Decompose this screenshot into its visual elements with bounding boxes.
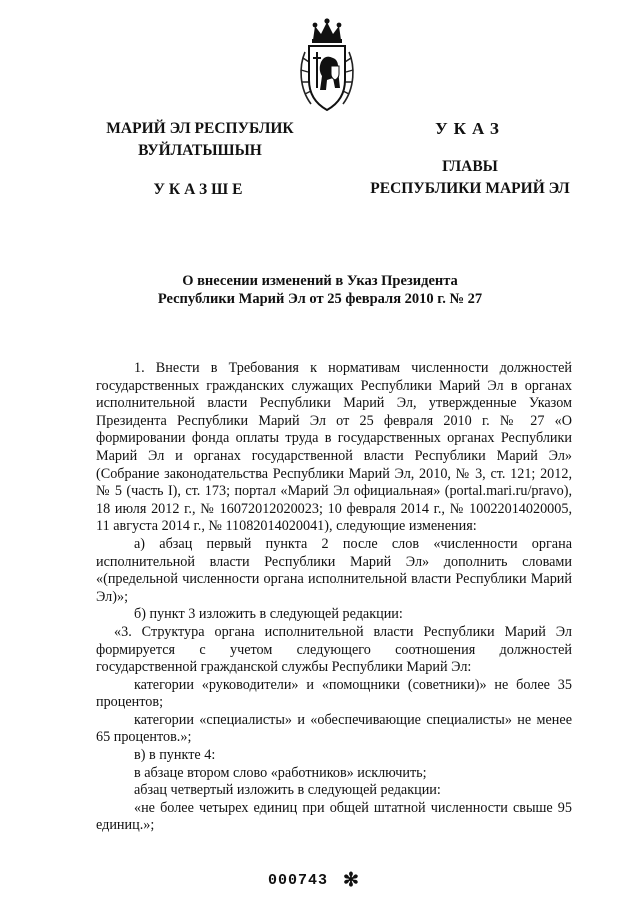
paragraph-8: в абзаце втором слово «работников» исключить;	[134, 764, 427, 781]
paragraph-1: 1. Внести в Требования к нормативам численности должностей государственных гражданских служащих Республики Марий Эл в органах исполнительной власти Республики Марий Эл, утвержденные Указом Президента Республики Марий Эл от 25 февраля 2010 г. № 27 «О формировании фонда оплаты труда в государственных органах Республики Марий Эл и органах государственной власти Республики Марий Эл» (Собрание законодательства Республики Марий Эл, 2010, № 3, ст. 121; 2012, № 5 (часть I), ст. 173; портал «Марий Эл официальная» (portal.mari.ru/pravo), 18 июля 2012 г., № 16072012020023; 10 февраля 2014 г., № 10022014020005, 11 августа 2014 г., № 11082014020041), следующие изменения:	[96, 360, 572, 535]
paragraph-4: «3. Структура органа исполнительной власти Республики Марий Эл формируется с учетом следующего соотношения должностей государственной гражданской службы Республики Марий Эл:	[96, 623, 572, 676]
subject-line1: О внесении изменений в Указ Президента	[182, 273, 458, 289]
asterisk-mark-icon: ✻	[343, 870, 359, 891]
paragraph-5: категории «руководители» и «помощники (советники)» не более 35 процентов;	[96, 676, 572, 711]
paragraph-2: а) абзац первый пункта 2 после слов «численности органа исполнительной власти Республики Марий Эл» дополнить словами «(предельной численности органа исполнительной власти Республики Марий Эл)»;	[96, 535, 572, 605]
paragraph-10: «не более четырех единиц при общей штатной численности свыше 95 единиц.»;	[96, 799, 572, 834]
header-right-line2: ГЛАВЫ	[442, 158, 498, 175]
header-left-line3: УКАЗШЕ	[153, 181, 247, 198]
header-left-line1: МАРИЙ ЭЛ РЕСПУБЛИК	[106, 120, 294, 137]
serial-number: 000743	[268, 872, 329, 889]
header-left-block	[100, 118, 300, 201]
header-left-line2: ВУЙЛАТЫШЫН	[138, 142, 262, 159]
paragraph-6: категории «специалисты» и «обеспечивающие специалисты» не менее 65 процентов.»;	[96, 711, 572, 746]
subject-line2: Республики Марий Эл от 25 февраля 2010 г. № 27	[157, 291, 483, 307]
paragraph-9: абзац четвертый изложить в следующей редакции:	[134, 782, 441, 799]
header-right-title: УКАЗ	[435, 119, 505, 138]
header-right-block	[360, 118, 580, 200]
header-right-line3: РЕСПУБЛИКИ МАРИЙ ЭЛ	[370, 180, 570, 197]
decree-subject	[110, 272, 530, 308]
coat-of-arms-emblem	[295, 18, 359, 118]
paragraph-7: в) в пункте 4:	[134, 747, 216, 764]
decree-body	[96, 360, 572, 835]
paragraph-3: б) пункт 3 изложить в следующей редакции:	[134, 606, 403, 623]
